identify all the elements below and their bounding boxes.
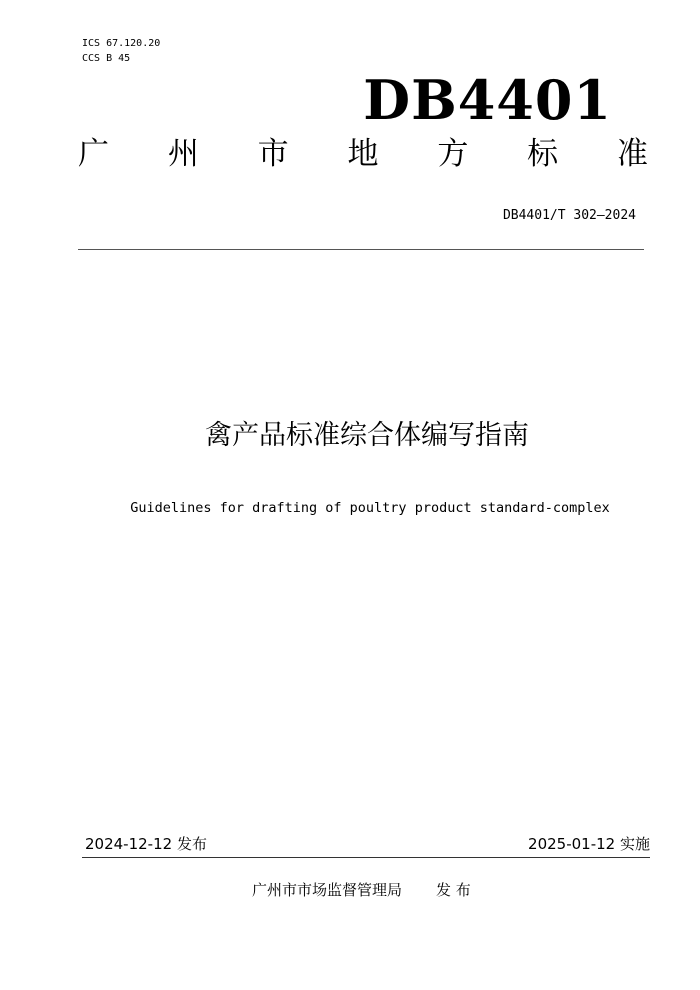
standard-type-title [78,134,648,174]
standard-type-char: 地 [347,136,379,172]
ccs-code: CCS B 45 [82,53,131,64]
standard-type-char: 标 [527,136,559,172]
header-divider [78,249,644,250]
issuing-authority [252,880,471,900]
standard-logo: DB4401 [363,68,612,132]
implementation-date: 2025-01-12 实施 [528,835,650,853]
issuer-name: 广州市市场监督管理局 [252,881,403,899]
standard-number: DB4401/T 302—2024 [502,208,636,223]
footer-divider [82,857,650,858]
issuer-action: 发 布 [436,881,471,899]
classification-codes [82,36,160,66]
document-title-chinese: 禽产品标准综合体编写指南 [205,420,529,451]
document-title-english: Guidelines for drafting of poultry product standard-complex [130,500,610,516]
standard-type-char: 州 [167,136,199,172]
standard-type-char: 广 [78,136,109,172]
standard-type-char: 方 [437,136,469,172]
standard-type-char: 市 [257,136,289,172]
ics-code: ICS 67.120.20 [82,38,161,49]
issue-date: 2024-12-12 发布 [85,835,207,853]
standard-type-char: 准 [616,136,648,172]
